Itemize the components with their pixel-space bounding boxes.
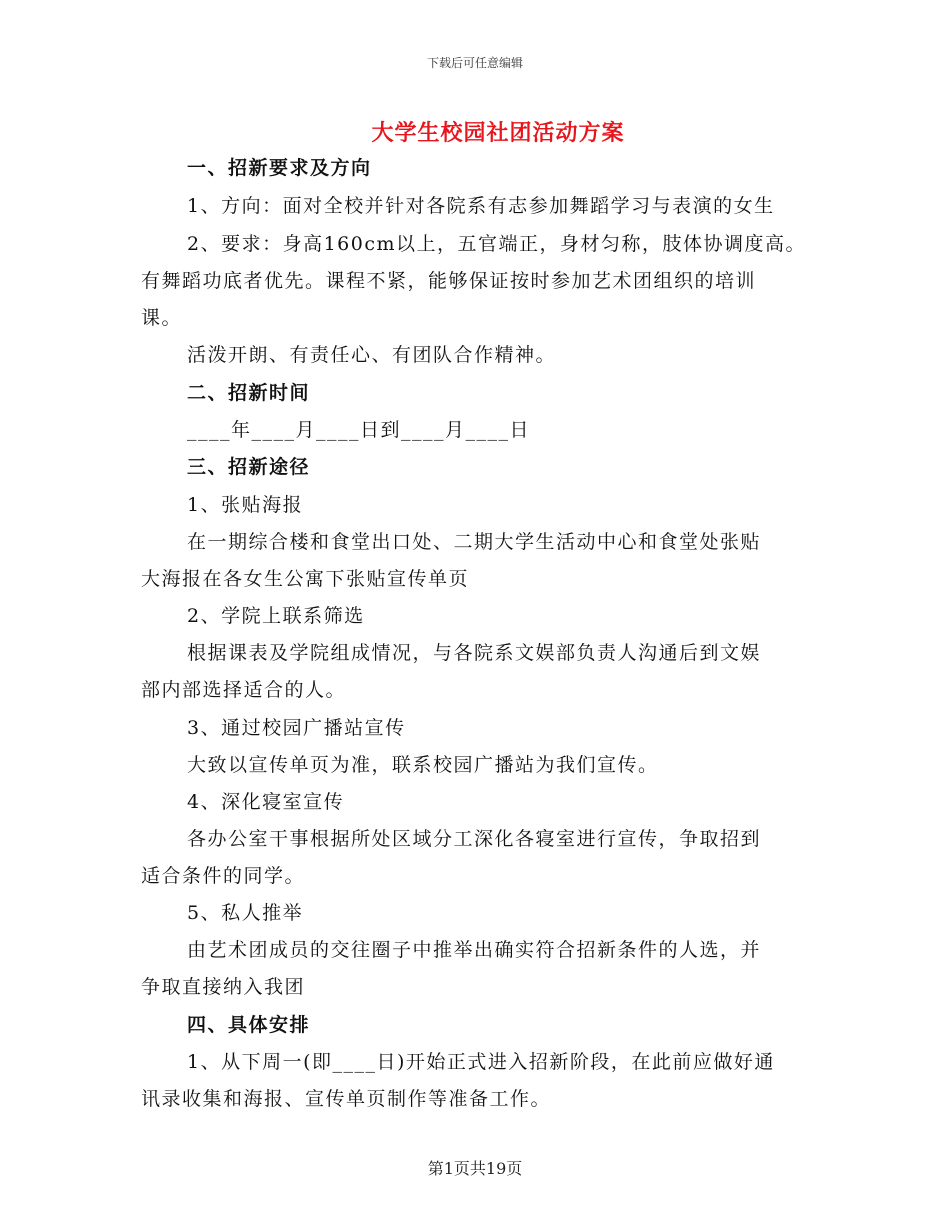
paragraph-line: 讯录收集和海报、宣传单页制作等准备工作。 bbox=[141, 1088, 552, 1110]
paragraph-line: 适合条件的同学。 bbox=[141, 865, 306, 887]
paragraph-line: 在一期综合楼和食堂出口处、二期大学生活动中心和食堂处张贴 bbox=[187, 531, 762, 553]
sub-item-heading: 3、通过校园广播站宣传 bbox=[187, 717, 406, 739]
paragraph-line: 由艺术团成员的交往圈子中推举出确实符合招新条件的人选，并 bbox=[187, 939, 762, 961]
date-blank-line: ____年____月____日到____月____日 bbox=[187, 419, 531, 441]
paragraph-line: 有舞蹈功底者优先。课程不紧，能够保证按时参加艺术团组织的培训 bbox=[141, 270, 757, 292]
paragraph-line: 部内部选择适合的人。 bbox=[141, 679, 347, 701]
paragraph-line: 争取直接纳入我团 bbox=[141, 976, 306, 998]
page-number-footer: 第1页共19页 bbox=[427, 1159, 523, 1178]
paragraph-line: 各办公室干事根据所处区域分工深化各寝室进行宣传，争取招到 bbox=[187, 828, 762, 850]
section-heading-4: 四、具体安排 bbox=[187, 1014, 311, 1036]
paragraph-line: 1、从下周一(即____日)开始正式进入招新阶段，在此前应做好通 bbox=[187, 1051, 775, 1073]
sub-item-heading: 4、深化寝室宣传 bbox=[187, 791, 345, 813]
paragraph-line: 活泼开朗、有责任心、有团队合作精神。 bbox=[187, 344, 557, 366]
paragraph-line: 1、方向：面对全校并针对各院系有志参加舞蹈学习与表演的女生 bbox=[187, 195, 775, 217]
paragraph-line: 大海报在各女生公寓下张贴宣传单页 bbox=[141, 568, 470, 590]
paragraph-line: 2、要求：身高160cm以上，五官端正，身材匀称，肢体协调度高。 bbox=[187, 233, 807, 255]
paragraph-line: 大致以宣传单页为准，联系校园广播站为我们宣传。 bbox=[187, 754, 659, 776]
document-title: 大学生校园社团活动方案 bbox=[371, 120, 625, 146]
sub-item-heading: 2、学院上联系筛选 bbox=[187, 605, 365, 627]
section-heading-3: 三、招新途径 bbox=[187, 456, 311, 478]
section-heading-1: 一、招新要求及方向 bbox=[187, 157, 372, 179]
paragraph-line: 根据课表及学院组成情况，与各院系文娱部负责人沟通后到文娱 bbox=[187, 642, 762, 664]
section-heading-2: 二、招新时间 bbox=[187, 382, 311, 404]
page-header-note: 下载后可任意编辑 bbox=[426, 56, 523, 70]
paragraph-line: 课。 bbox=[141, 307, 183, 329]
sub-item-heading: 5、私人推举 bbox=[187, 902, 304, 924]
sub-item-heading: 1、张贴海报 bbox=[187, 494, 304, 516]
